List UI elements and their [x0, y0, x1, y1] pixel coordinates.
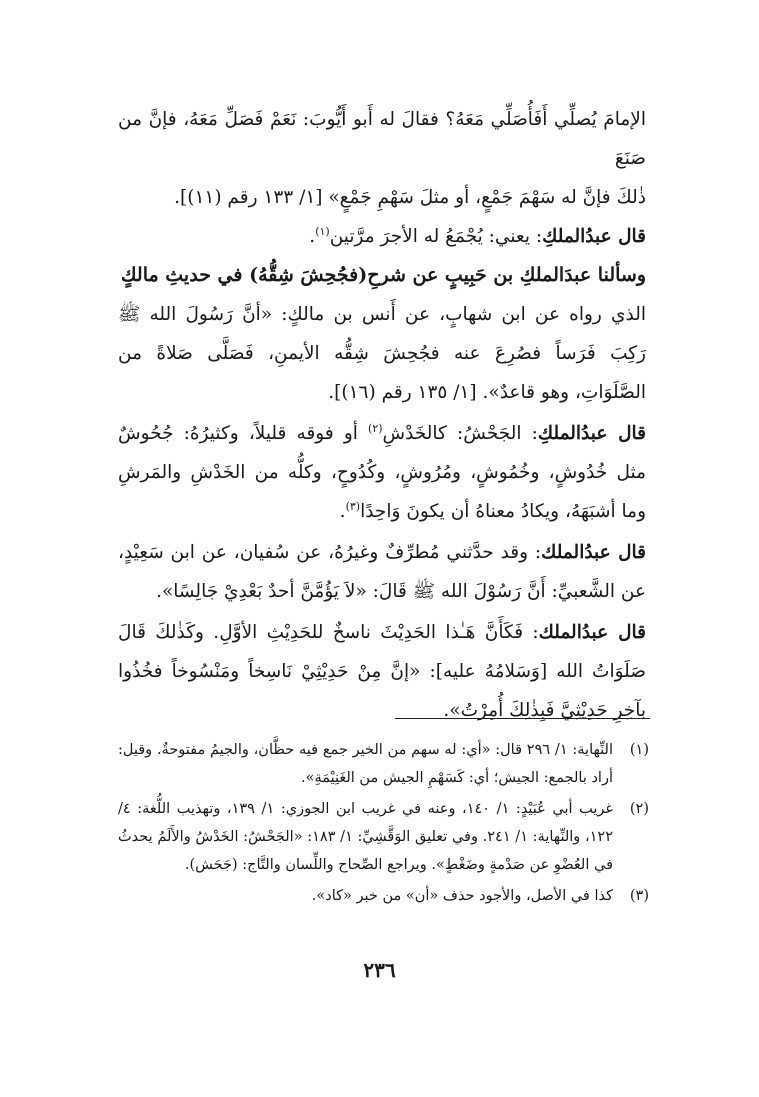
paragraph-4 — [118, 414, 646, 531]
paragraph-1 — [118, 100, 646, 217]
paragraph-3: الذي رواه عن ابن شهابٍ، عن أَنس بن مالكٍ: «أنَّ رَسُولَ الله ﷺ رَكِبَ فَرَساً فصُرِعَ عنه فجُحِشَ شِقُّه الأيمنِ، فَصَلَّى صَلاةً من الصَّلَوَاتِ، وهو قاعدٌ». [١/ ١٣٥ رقم (١٦)]. — [118, 304, 646, 403]
footnote-number: (٢) — [629, 801, 649, 817]
paragraph-2-end: . — [309, 226, 316, 247]
paragraph-4-text-b: أو فوقه قليلاً، وكثيرُهُ: جُحُوشٌ مثل خُدُوشٍ، وخُمُوشٍ، ومُرُوشٍ، وكُدُوحٍ، وكلُّه من الخَدْشِ والمَرشِ وما أشبَهَهُ، ويكادُ معناهُ أن يكونَ وَاحِدًا — [118, 423, 646, 522]
speaker-label: قال عبدُالملكِ — [537, 423, 646, 444]
paragraph-5 — [118, 533, 646, 611]
footnote-ref-1[interactable]: (١) — [315, 224, 330, 238]
speaker-label: قال عبدُالملك — [538, 622, 646, 643]
section-heading: وسألنا عبدَالملكِ بن حَبِيبٍ عن شرحِ(فجُحِشَ شِقُّهُ) في حديثِ مالكٍ — [120, 264, 646, 286]
footnote-ref-2[interactable]: (٢) — [368, 421, 383, 435]
main-text — [118, 100, 646, 730]
footnote-1 — [118, 736, 649, 792]
footnote-text: كذا في الأصل، والأجود حذف «أن» من خبر «كاد». — [311, 888, 613, 904]
page-number: ٢٣٦ — [363, 958, 396, 982]
speaker-label: قال عبدُالملكِ — [542, 226, 646, 247]
paragraph-6 — [118, 613, 646, 730]
paragraph-6-text: : فَكَأَنَّ هَـٰذا الحَدِيْثَ ناسخٌ للحَدِيْثِ الأوَّلِ. وكَذٰلكَ قَالَ صَلَوَاتُ الله [وَسَلامُهُ عليه]: «إنَّ مِنْ حَدِيْثِيْ نَاسِخاً ومَنْسُوخاً فخُذُوا بآخِرِ حَدِيْثِيَّ فَبِذٰلِكَ أُمِرْتُ». — [118, 622, 646, 721]
footnote-separator — [395, 718, 650, 719]
speaker-label: قال عبدُالملك — [541, 542, 646, 563]
paragraph-1-line-1: الإمامَ يُصلِّي أَفَأُصَلِّي مَعَهُ؟ فقالَ له أَبو أَيُّوبَ: نَعَمْ فَصَلِّ مَعَهُ، فإنَّ من صَنَعَ — [118, 109, 646, 169]
footnote-text: غريب أبي عُبَيْدٍ: ١/ ١٤٠، وعنه في غريب ابن الجوزي: ١/ ١٣٩، وتهذيب اللُّغة: ٤/ ١٢٢، والنِّهاية: ١/ ٢٤١. وفي تعليق الوَقَّشِيِّ: ١/ ١٨٣: «الجَحْشُ: الخَدْشُ والأَلَمُ يحدثُ في العُضْوِ عن صَدْمةٍ وضَغْطٍ». ويراجع الصِّحاح واللِّسان والتَّاج: (جَحَش). — [118, 801, 614, 873]
paragraph-1-line-2: ذٰلكَ فإنَّ له سَهْمَ جَمْعٍ، أو مثلَ سَهْمِ جَمْعٍ» [١/ ١٣٣ رقم (١١)]. — [174, 187, 646, 208]
paragraph-2 — [118, 217, 646, 256]
paragraph-4-end: . — [339, 501, 346, 522]
footnote-2 — [118, 795, 649, 879]
paragraph-4-text-a: : الجَحْشُ: كالخَدْشِ — [382, 423, 538, 444]
footnote-number: (١) — [629, 742, 649, 758]
footnote-text: النِّهاية: ١/ ٢٩٦ قال: «أي: له سهم من الخير جمع فيه حظَّان، والجيمُ مفتوحةٌ. وقيل: أراد بالجمع: الجيش؛ أي: كَسَهْمِ الجيش من الغَنِيْمَةِ». — [118, 742, 614, 786]
footnote-number: (٣) — [629, 888, 649, 904]
footnote-3 — [118, 882, 649, 910]
paragraph-2-text: : يعني: يُجْمَعُ له الأجرَ مرَّتين — [329, 226, 543, 247]
paragraph-5-text: : وقد حدَّثني مُطرِّفٌ وغيرُهُ، عن سُفيان، عن ابن سَعِيْدٍ، عن الشَّعبيِّ: أَنَّ رَسُوْلَ الله ﷺ قَالَ: «لاَ يَؤُمَّنَّ أحدٌ بَعْدِيْ جَالِسًا». — [118, 542, 646, 602]
footnotes — [118, 736, 649, 913]
footnote-ref-3[interactable]: (٣) — [345, 499, 361, 513]
